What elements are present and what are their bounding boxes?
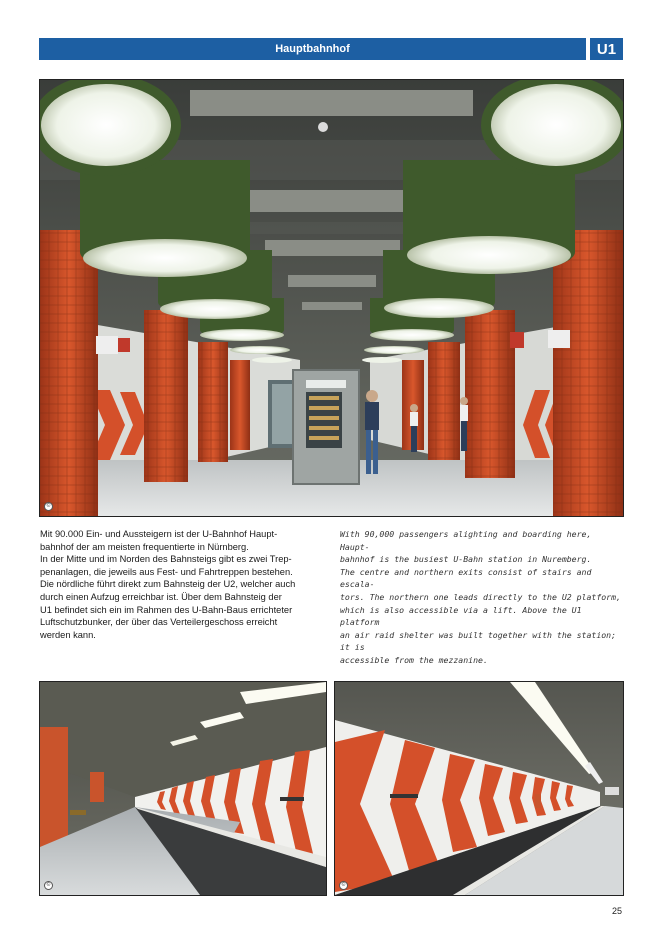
en-line: an air raid shelter was built together with the station; it is — [340, 629, 617, 653]
de-line: In der Mitte und im Norden des Bahnsteigs gibt es zwei Trep- — [40, 554, 292, 565]
en-line: tors. The northern one leads directly to the U2 platform, — [340, 591, 621, 602]
en-line: The centre and northern exits consist of stairs and escala- — [340, 566, 592, 590]
en-line: bahnhof is the busiest U-Bahn station in Nuremberg. — [340, 554, 592, 565]
main-photo — [39, 79, 624, 517]
page-number: 25 — [611, 906, 622, 916]
de-line: durch einen Aufzug erreichbar ist. Über dem Bahnsteig der — [40, 591, 282, 602]
photo-credit-icon: © — [339, 881, 348, 890]
german-text — [40, 528, 322, 641]
photo-credit-icon: © — [44, 881, 53, 890]
english-text — [340, 528, 624, 667]
en-line: With 90,000 passengers alighting and boarding here, Haupt- — [340, 529, 592, 552]
de-line: Die nördliche führt direkt zum Bahnsteig der U2, welcher auch — [40, 579, 296, 590]
bottom-right-photo — [334, 681, 624, 896]
de-line: U1 befindet sich ein im Rahmen des U-Bahn-Baus errichteter — [40, 604, 293, 615]
en-line: which is also accessible via a lift. Above the U1 platform — [340, 604, 582, 628]
photo-credit-icon: © — [44, 502, 53, 511]
de-line: werden kann. — [40, 629, 96, 640]
station-title: Hauptbahnhof — [39, 38, 586, 60]
en-line: accessible from the mezzanine. — [340, 654, 488, 665]
bottom-left-photo — [39, 681, 327, 896]
de-line: Mit 90.000 Ein- und Aussteigern ist der U-Bahnhof Haupt- — [40, 529, 278, 539]
de-line: Luftschutzbunker, der über das Verteilergeschoss erreicht — [40, 617, 278, 628]
page-header — [39, 38, 623, 60]
de-line: bahnhof der am meisten frequentierte in Nürnberg. — [40, 541, 249, 552]
line-badge: U1 — [590, 38, 623, 60]
de-line: penanlagen, die jeweils aus Fest- und Fahrtreppen bestehen. — [40, 566, 293, 577]
